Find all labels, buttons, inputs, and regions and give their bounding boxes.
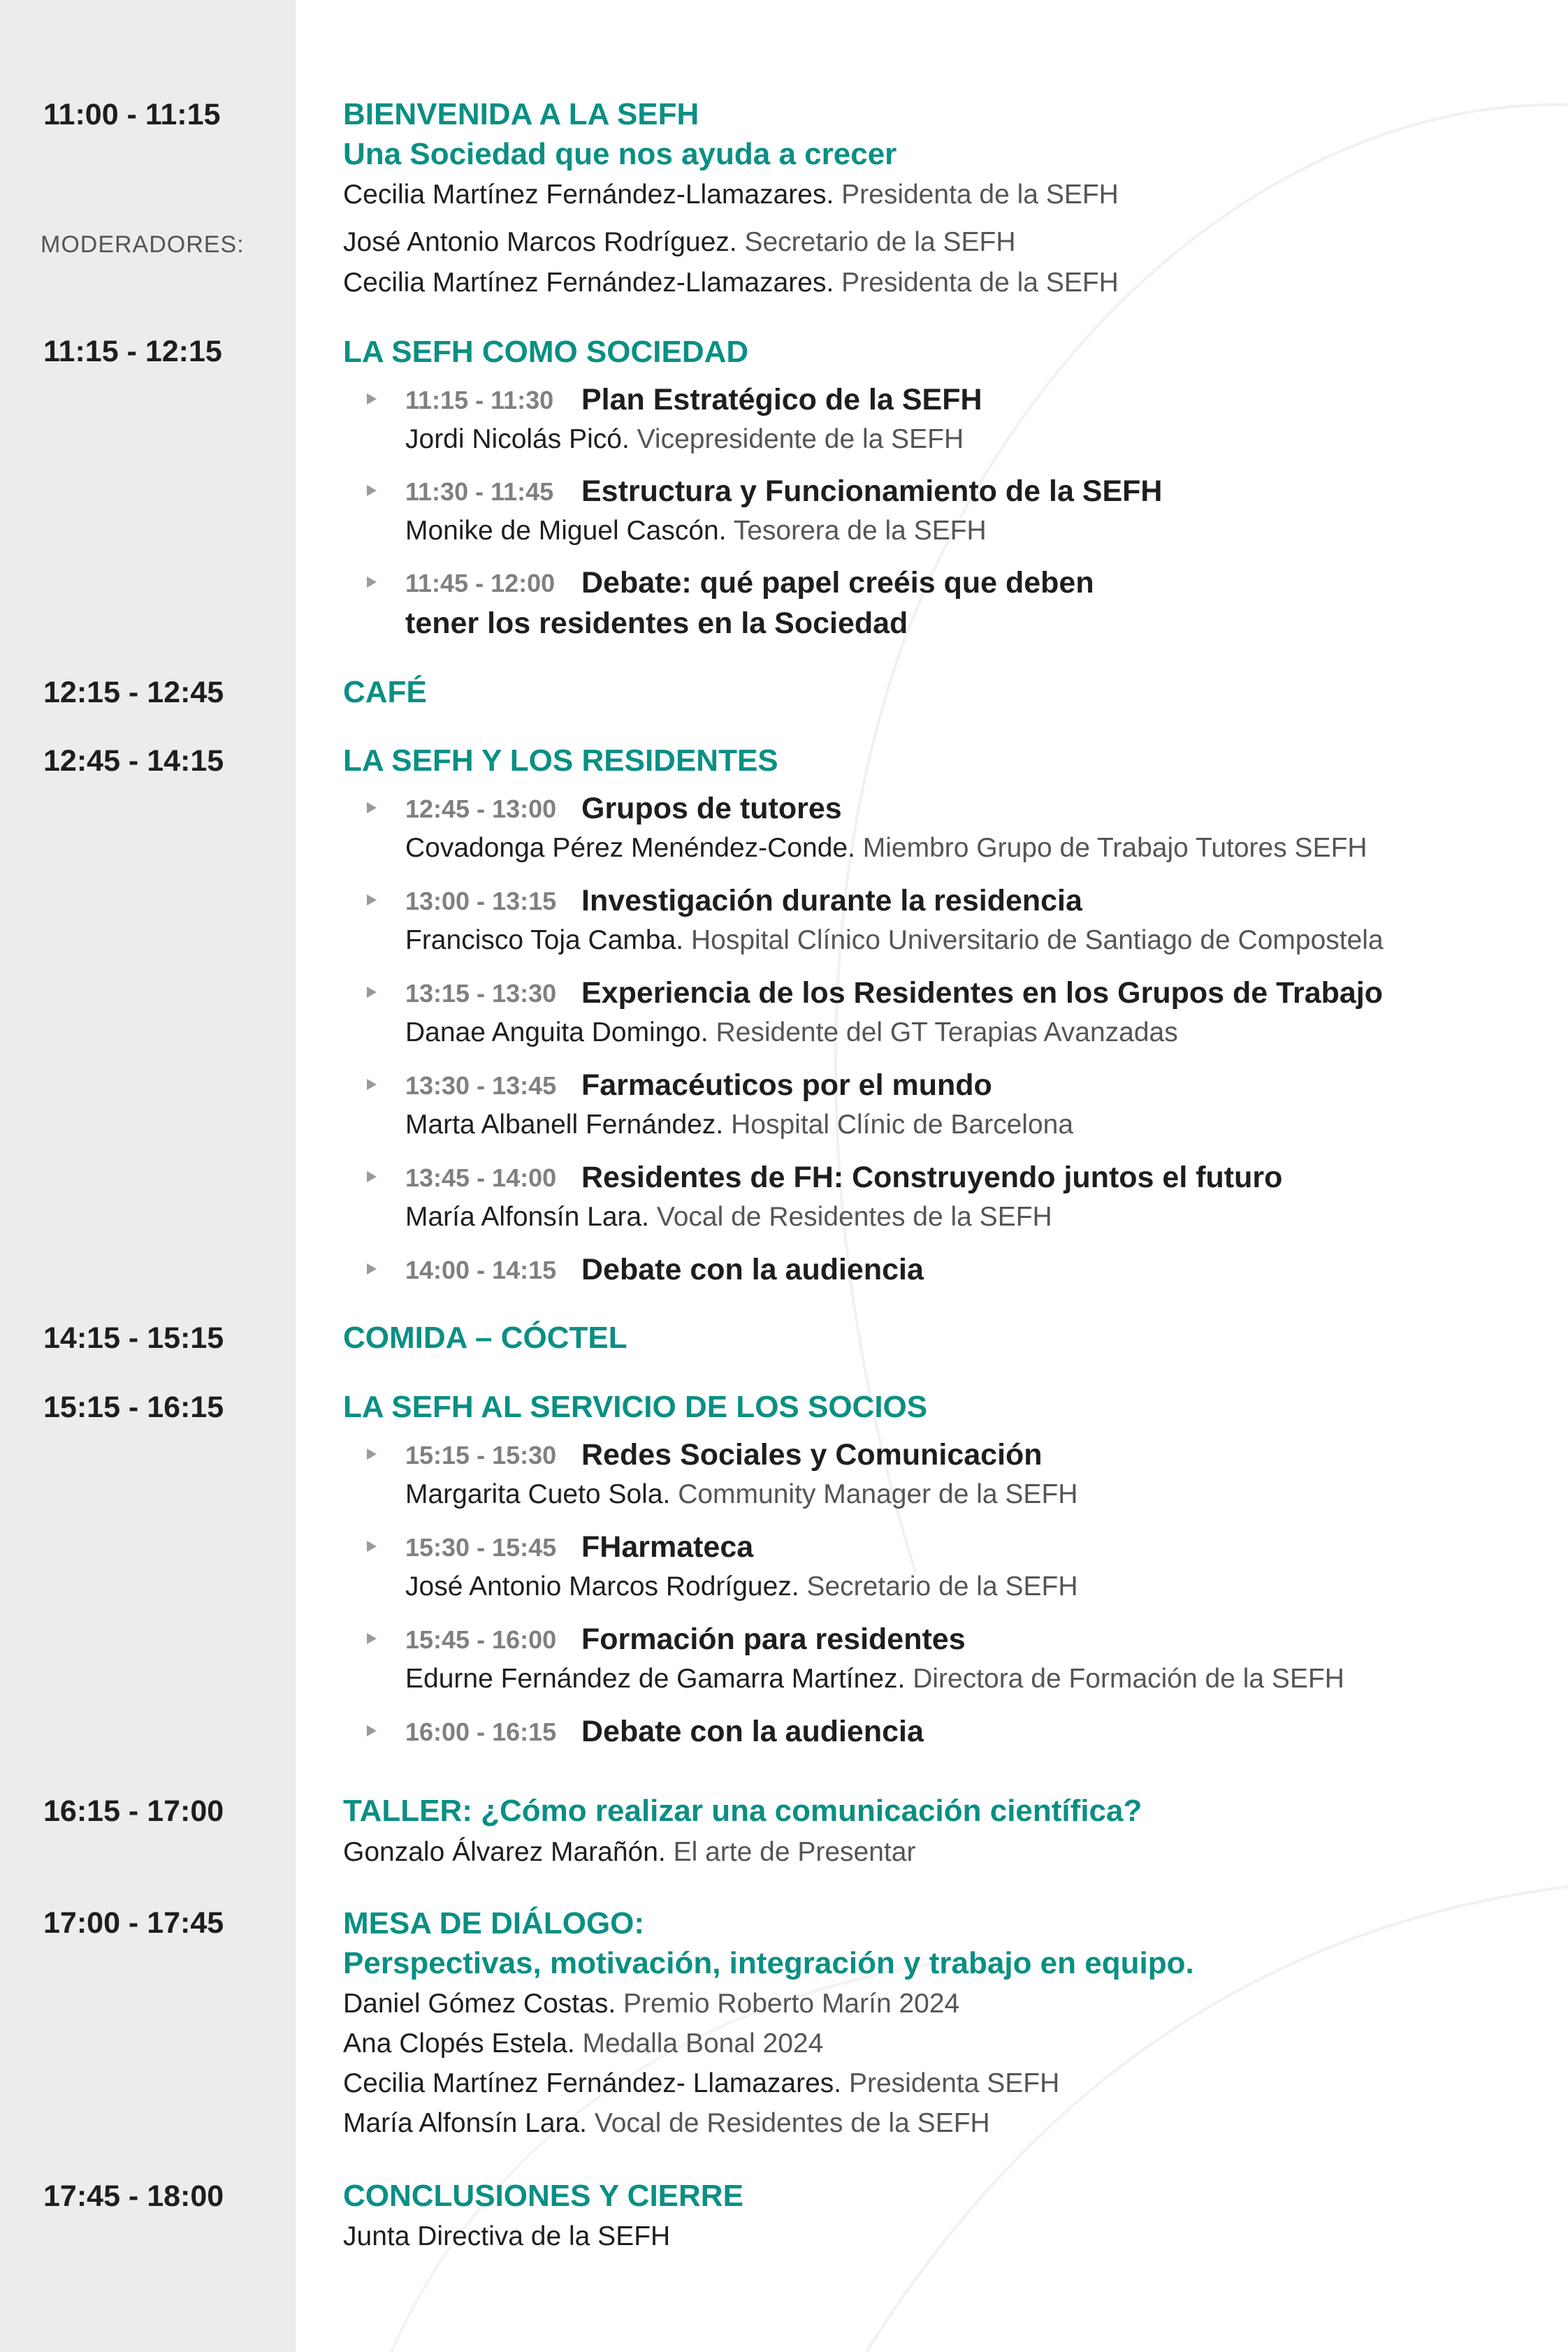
block-title: CAFÉ bbox=[343, 675, 427, 709]
session-speaker bbox=[405, 1019, 1178, 1046]
block-subtitle: Perspectivas, motivación, integración y trabajo en equipo. bbox=[343, 1946, 1194, 1980]
bullet-arrow-icon bbox=[367, 987, 377, 998]
bullet-arrow-icon bbox=[367, 802, 377, 813]
block-time: 14:15 - 15:15 bbox=[43, 1321, 224, 1355]
speaker-role: Medalla Bonal 2024 bbox=[582, 2028, 824, 2059]
speaker-role: Vicepresidente de la SEFH bbox=[637, 424, 964, 454]
speaker-name: Gonzalo Álvarez Marañón. bbox=[343, 1837, 666, 1867]
speaker-name: Jordi Nicolás Picó. bbox=[405, 424, 630, 454]
bullet-arrow-icon bbox=[367, 1725, 377, 1736]
session-title: Debate con la audiencia bbox=[581, 1253, 924, 1286]
session-title: Residentes de FH: Construyendo juntos el futuro bbox=[581, 1161, 1283, 1194]
speaker-name: Ana Clopés Estela. bbox=[343, 2028, 575, 2059]
session-title: Experiencia de los Residentes en los Grupos de Trabajo bbox=[581, 976, 1384, 1010]
session-speaker bbox=[405, 1203, 1052, 1231]
block-subtitle: Una Sociedad que nos ayuda a crecer bbox=[343, 137, 897, 171]
moderators-label: MODERADORES: bbox=[41, 231, 245, 258]
session-time: 13:00 - 13:15 bbox=[405, 887, 557, 915]
bullet-arrow-icon bbox=[367, 1263, 377, 1275]
block-title: LA SEFH Y LOS RESIDENTES bbox=[343, 743, 778, 778]
speaker-name: Monike de Miguel Cascón. bbox=[405, 516, 727, 546]
session-title: Investigación durante la residencia bbox=[581, 884, 1082, 917]
block-title: CONCLUSIONES Y CIERRE bbox=[343, 2179, 743, 2213]
speaker-line bbox=[343, 181, 1119, 208]
session-title: Grupos de tutores bbox=[581, 792, 842, 825]
block-time: 17:00 - 17:45 bbox=[43, 1906, 224, 1940]
session-title: Plan Estratégico de la SEFH bbox=[581, 383, 982, 416]
speaker-role: Residente del GT Terapias Avanzadas bbox=[716, 1017, 1178, 1047]
speaker-role: Miembro Grupo de Trabajo Tutores SEFH bbox=[862, 833, 1367, 863]
block-time: 16:15 - 17:00 bbox=[43, 1794, 224, 1828]
speaker-name: Cecilia Martínez Fernández- Llamazares. bbox=[343, 2068, 842, 2098]
speaker-role: Tesorera de la SEFH bbox=[733, 516, 987, 546]
block-title: TALLER: ¿Cómo realizar una comunicación científica? bbox=[343, 1794, 1142, 1828]
speaker-line bbox=[343, 2070, 1059, 2097]
block-time: 11:00 - 11:15 bbox=[43, 98, 221, 131]
speaker-line bbox=[343, 1838, 915, 1866]
speaker-role: Presidenta de la SEFH bbox=[841, 180, 1119, 210]
block-title: LA SEFH AL SERVICIO DE LOS SOCIOS bbox=[343, 1390, 928, 1424]
session-time: 11:30 - 11:45 bbox=[405, 477, 554, 506]
speaker-name: Margarita Cueto Sola. bbox=[405, 1479, 671, 1509]
session-title: FHarmateca bbox=[581, 1530, 754, 1564]
speaker-line bbox=[343, 269, 1119, 296]
speaker-role: Community Manager de la SEFH bbox=[678, 1479, 1078, 1509]
speaker-role: Hospital Clínico Universitario de Santiago de Compostela bbox=[690, 925, 1384, 955]
session-speaker bbox=[405, 1481, 1077, 1508]
speaker-name: Covadonga Pérez Menéndez-Conde. bbox=[405, 833, 855, 863]
session-time: 11:15 - 11:30 bbox=[405, 386, 554, 414]
session-time: 14:00 - 14:15 bbox=[405, 1256, 557, 1284]
speaker-name: María Alfonsín Lara. bbox=[343, 2108, 588, 2138]
speaker-role: Presidenta SEFH bbox=[848, 2068, 1060, 2098]
speaker-line bbox=[343, 228, 1016, 256]
bullet-arrow-icon bbox=[367, 1171, 377, 1182]
speaker-role: Vocal de Residentes de la SEFH bbox=[594, 2108, 990, 2138]
session-title: Debate: qué papel creéis que deben bbox=[581, 566, 1094, 600]
speaker-role: El arte de Presentar bbox=[673, 1837, 916, 1867]
session-speaker bbox=[405, 1573, 1078, 1600]
session-time: 16:00 - 16:15 bbox=[405, 1718, 557, 1746]
session-title: Farmacéuticos por el mundo bbox=[581, 1068, 992, 1102]
session-speaker bbox=[405, 426, 964, 453]
session-title: Formación para residentes bbox=[581, 1623, 966, 1656]
speaker-name: Junta Directiva de la SEFH bbox=[343, 2221, 671, 2251]
speaker-name: María Alfonsín Lara. bbox=[405, 1202, 650, 1232]
session-time: 13:15 - 13:30 bbox=[405, 979, 557, 1008]
speaker-role: Premio Roberto Marín 2024 bbox=[623, 1989, 960, 2019]
session-title: Estructura y Funcionamiento de la SEFH bbox=[581, 474, 1163, 508]
session-speaker bbox=[405, 1665, 1344, 1692]
session-speaker bbox=[405, 1111, 1073, 1138]
session-title: Redes Sociales y Comunicación bbox=[581, 1438, 1043, 1472]
block-time: 12:15 - 12:45 bbox=[43, 676, 224, 709]
bullet-arrow-icon bbox=[367, 393, 377, 405]
session-time: 15:45 - 16:00 bbox=[405, 1625, 557, 1654]
bullet-arrow-icon bbox=[367, 1449, 377, 1460]
speaker-role: Directora de Formación de la SEFH bbox=[913, 1664, 1344, 1694]
bullet-arrow-icon bbox=[367, 1633, 377, 1644]
speaker-name: Cecilia Martínez Fernández-Llamazares. bbox=[343, 180, 834, 210]
bullet-arrow-icon bbox=[367, 576, 377, 588]
session-speaker bbox=[405, 927, 1384, 954]
block-title: MESA DE DIÁLOGO: bbox=[343, 1906, 645, 1940]
block-time: 17:45 - 18:00 bbox=[43, 2179, 224, 2213]
speaker-role: Secretario de la SEFH bbox=[806, 1571, 1078, 1602]
session-title-continued: tener los residentes en la Sociedad bbox=[405, 607, 908, 640]
session-time: 13:45 - 14:00 bbox=[405, 1163, 557, 1192]
session-speaker bbox=[405, 834, 1367, 862]
bullet-arrow-icon bbox=[367, 485, 377, 496]
speaker-line bbox=[343, 2223, 670, 2250]
block-time: 12:45 - 14:15 bbox=[43, 744, 224, 778]
speaker-role: Presidenta de la SEFH bbox=[841, 268, 1119, 298]
block-title: LA SEFH COMO SOCIEDAD bbox=[343, 335, 749, 369]
speaker-line bbox=[343, 2030, 823, 2057]
bullet-arrow-icon bbox=[367, 894, 377, 906]
speaker-name: Danae Anguita Domingo. bbox=[405, 1017, 709, 1047]
block-time: 15:15 - 16:15 bbox=[43, 1391, 224, 1424]
speaker-role: Secretario de la SEFH bbox=[744, 227, 1016, 257]
speaker-role: Vocal de Residentes de la SEFH bbox=[656, 1202, 1052, 1232]
speaker-name: Edurne Fernández de Gamarra Martínez. bbox=[405, 1664, 906, 1694]
speaker-name: Marta Albanell Fernández. bbox=[405, 1110, 724, 1140]
speaker-line bbox=[343, 1990, 959, 2017]
block-title: COMIDA – CÓCTEL bbox=[343, 1321, 627, 1355]
session-time: 15:15 - 15:30 bbox=[405, 1441, 557, 1469]
speaker-name: Francisco Toja Camba. bbox=[405, 925, 684, 955]
block-time: 11:15 - 12:15 bbox=[43, 335, 222, 368]
speaker-name: José Antonio Marcos Rodríguez. bbox=[343, 227, 737, 257]
session-time: 12:45 - 13:00 bbox=[405, 794, 557, 823]
session-title: Debate con la audiencia bbox=[581, 1715, 924, 1748]
session-time: 11:45 - 12:00 bbox=[405, 569, 556, 597]
bullet-arrow-icon bbox=[367, 1541, 377, 1552]
session-time: 15:30 - 15:45 bbox=[405, 1533, 557, 1562]
speaker-name: Cecilia Martínez Fernández-Llamazares. bbox=[343, 268, 834, 298]
speaker-name: Daniel Gómez Costas. bbox=[343, 1989, 616, 2019]
speaker-role: Hospital Clínic de Barcelona bbox=[731, 1110, 1074, 1140]
speaker-line bbox=[343, 2110, 990, 2137]
session-speaker bbox=[405, 517, 987, 544]
speaker-name: José Antonio Marcos Rodríguez. bbox=[405, 1571, 799, 1602]
bullet-arrow-icon bbox=[367, 1079, 377, 1090]
block-title: BIENVENIDA A LA SEFH bbox=[343, 97, 699, 131]
session-time: 13:30 - 13:45 bbox=[405, 1071, 557, 1100]
